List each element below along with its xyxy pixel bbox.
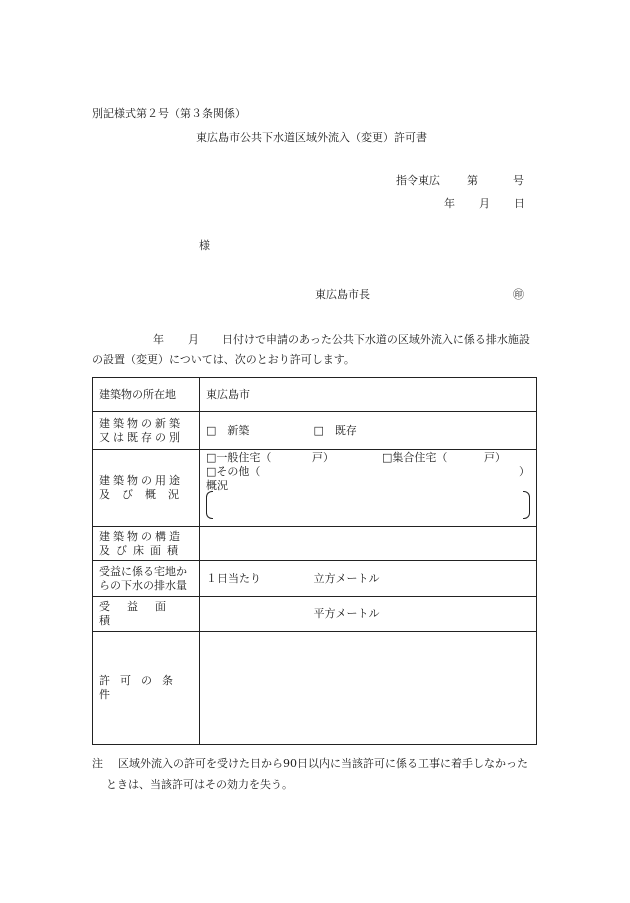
location-label: 建築物の所在地 [93, 378, 200, 412]
permit-table [92, 377, 537, 745]
new-existing-label [93, 412, 200, 450]
existing-checkbox[interactable]: □ 既存 [313, 423, 357, 437]
new-checkbox[interactable]: □ 新築 [206, 423, 250, 437]
discharge-value [200, 561, 537, 597]
table-row [93, 378, 537, 412]
discharge-label: 受益に係る宅地か らの下水の排水量 [93, 561, 200, 597]
body-line2: の設置（変更）については、次のとおり許可します。 [92, 353, 355, 366]
date-day: 日 [514, 197, 525, 210]
date-year: 年 [444, 197, 455, 210]
usage-label-line1: 建築物の用途 [99, 474, 183, 487]
usage-cell [200, 450, 537, 527]
other-checkbox[interactable]: □その他（ [206, 465, 261, 478]
reference-dai: 第 [467, 174, 478, 187]
other-close-paren: ） [519, 465, 530, 478]
issuer-name: 東広島市長 [315, 288, 370, 301]
structure-value [200, 527, 537, 561]
overview-label: 概況 [206, 479, 228, 492]
reference-prefix: 指令東広 [396, 174, 440, 187]
usage-label-line2: 及び概況 [99, 488, 191, 501]
reference-go: 号 [513, 174, 524, 187]
new-existing-label-line2: 又は既存の別 [99, 430, 183, 444]
usage-line1 [206, 451, 530, 465]
location-value: 東広島市 [200, 378, 537, 412]
addressee-sama: 様 [199, 239, 210, 252]
house-count-unit: 戸） [312, 451, 334, 464]
body-month: 月 [188, 333, 199, 346]
body-year: 年 [153, 333, 164, 346]
table-row [93, 597, 537, 632]
note-line2: ときは、当該許可はその効力を失う。 [106, 778, 293, 791]
structure-label: 建築物の構造 及び床面積 [93, 527, 200, 561]
table-row [93, 527, 537, 561]
seal-mark: ㊞ [513, 288, 524, 301]
overview-bracket-right [523, 491, 530, 519]
date-month: 月 [479, 197, 490, 210]
per-day-label: １日当たり [206, 571, 261, 585]
body-line1: 日付けで申請のあった公共下水道の区域外流入に係る排水施設 [222, 333, 530, 346]
benefit-area-label: 受益面積 [93, 597, 200, 632]
table-row [93, 561, 537, 597]
apartment-checkbox[interactable]: □集合住宅（ [382, 451, 448, 464]
apartment-count-unit: 戸） [484, 451, 506, 464]
cubic-meter-unit: 立方メートル [313, 571, 380, 585]
new-existing-options [200, 412, 537, 450]
usage-label [93, 450, 200, 527]
overview-bracket-left [206, 491, 213, 519]
benefit-area-value [200, 597, 537, 632]
usage-line2 [206, 465, 530, 479]
conditions-label: 許可の条件 [93, 632, 200, 745]
document-title: 東広島市公共下水道区域外流入（変更）許可書 [196, 131, 427, 144]
house-checkbox[interactable]: □一般住宅（ [206, 451, 272, 464]
table-row [93, 412, 537, 450]
square-meter-unit: 平方メートル [313, 607, 380, 620]
form-number: 別記様式第２号（第３条関係） [92, 107, 246, 120]
note-line1: 区域外流入の許可を受けた日から90日以内に当該許可に係る工事に着手しなかった [118, 757, 528, 770]
conditions-value [200, 632, 537, 745]
table-row [93, 450, 537, 527]
note-prefix: 注 [92, 757, 103, 770]
new-existing-label-line1: 建築物の新築 [99, 416, 183, 430]
table-row [93, 632, 537, 745]
